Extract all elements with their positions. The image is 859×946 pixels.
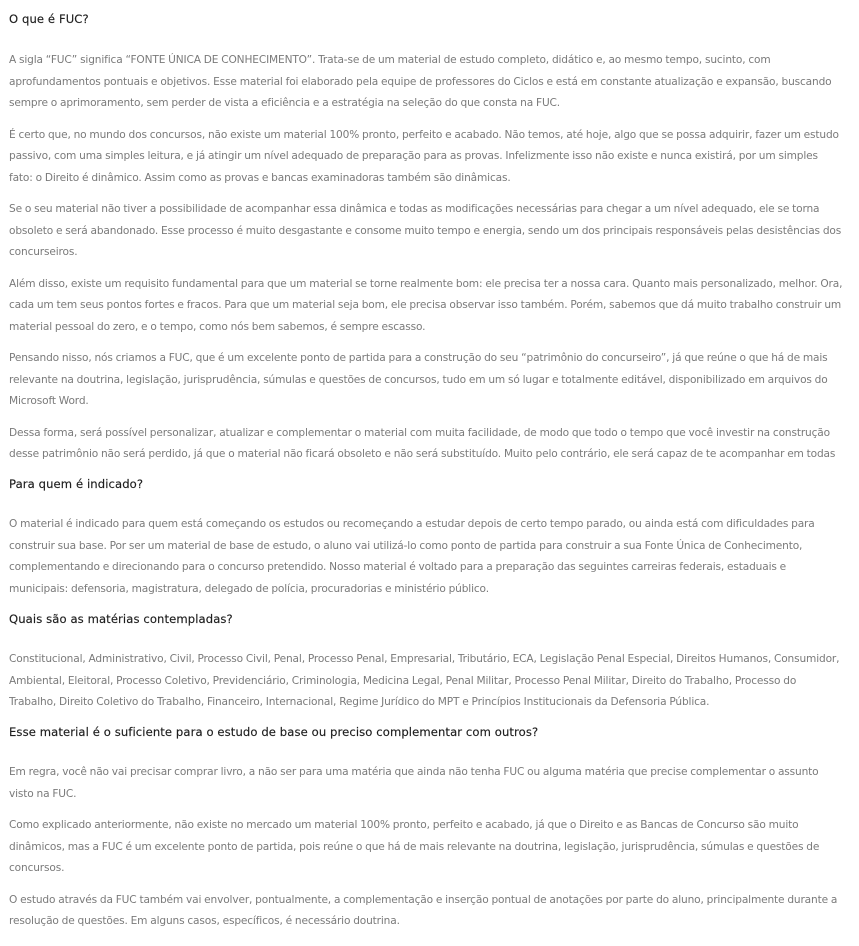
faq-paragraph: O estudo através da FUC também vai envolver, pontualmente, a complementação e inserção pontual de anotações por parte do aluno, principalmente durante a resolução de questões. Em alguns casos, específicos, é necessário doutrina. (9, 893, 838, 927)
faq-paragraph: O material é indicado para quem está começando os estudos ou recomeçando a estudar depois de certo tempo parado, ou ainda está com dificuldades para construir sua base. Por ser um material de base de estudo, o aluno vai utilizá-lo como ponto de partida para construir a sua Fonte Única de Conhecimento, complementando e direcionando para o concurso pretendido. Nosso material é voltado para a preparação das seguintes carreiras federais, estaduais e municipais: defensoria, magistratura, delegado de polícia, procuradorias e ministério público. (9, 518, 815, 595)
faq-paragraph: A sigla “FUC” significa “FONTE ÚNICA DE CONHECIMENTO”. Trata-se de um material de estudo completo, didático e, ao mesmo tempo, sucinto, com aprofundamentos pontuais e objetivos. Esse material foi elaborado pela equipe de professores do Ciclos e está em constante atualização e expansão, buscando sempre o aprimoramento, sem perder de vista a eficiência e a estratégia na seleção do que consta na FUC. (9, 54, 832, 109)
faq-answer-what-is-fuc[interactable] (9, 50, 844, 465)
faq-answer-who-is-it-for (9, 514, 844, 600)
faq-paragraph: Em regra, você não vai precisar comprar livro, a não ser para uma matéria que ainda não tenha FUC ou alguma matéria que precise complementar o assunto visto na FUC. (9, 766, 819, 800)
faq-paragraph: Se o seu material não tiver a possibilidade de acompanhar essa dinâmica e todas as modificações necessárias para chegar a um nível adequado, ele se torna obsoleto e será abandonado. Esse processo é muito desgastante e consome muito tempo e energia, sendo um dos principais responsáveis pelas desistências dos concurseiros. (9, 203, 842, 258)
faq-answer-is-it-sufficient (9, 762, 844, 933)
faq-paragraph: Constitucional, Administrativo, Civil, Processo Civil, Penal, Processo Penal, Empresarial, Tributário, ECA, Legislação Penal Especial, Direitos Humanos, Consumidor, Ambiental, Eleitoral, Processo Coletivo, Previdenciário, Criminologia, Medicina Legal, Penal Militar, Processo Penal Militar, Direito do Trabalho, Processo do Trabalho, Direito Coletivo do Trabalho, Financeiro, Internacional, Regime Jurídico do MPT e Princípios Institucionais da Defensoria Pública. (9, 653, 840, 708)
faq-answer-subjects (9, 649, 844, 714)
faq-paragraph: Dessa forma, será possível personalizar, atualizar e complementar o material com muita facilidade, de modo que todo o tempo que você investir na construção desse patrimônio não será perdido, já que o material não ficará obsoleto e não será substituído. Muito pelo contrário, ele será capaz de te acompanhar em todas (9, 426, 836, 460)
faq-question-who-is-it-for: Para quem é indicado? (9, 477, 144, 491)
faq-question-what-is-fuc: O que é FUC? (9, 12, 89, 26)
faq-paragraph: Pensando nisso, nós criamos a FUC, que é um excelente ponto de partida para a construção do seu “patrimônio do concurseiro”, já que reúne o que há de mais relevante na doutrina, legislação, jurisprudência, súmulas e questões de concursos, tudo em um só lugar e totalmente editável, disponibilizado em arquivos do Microsoft Word. (9, 352, 828, 407)
faq-paragraph: É certo que, no mundo dos concursos, não existe um material 100% pronto, perfeito e acabado. Não temos, até hoje, algo que se possa adquirir, fazer um estudo passivo, com uma simples leitura, e já atingir um nível adequado de preparação para as provas. Infelizmente isso não existe e nunca existirá, por um simples fato: o Direito é dinâmico. Assim como as provas e bancas examinadoras também são dinâmicas. (9, 128, 839, 184)
faq-question-subjects: Quais são as matérias contempladas? (9, 612, 233, 626)
faq-paragraph: Como explicado anteriormente, não existe no mercado um material 100% pronto, perfeito e acabado, já que o Direito e as Bancas de Concurso são muito dinâmicos, mas a FUC é um excelente ponto de partida, pois reúne o que há de mais relevante na doutrina, legislação, jurisprudência, súmulas e questões de concursos. (9, 819, 820, 874)
faq-paragraph: Além disso, existe um requisito fundamental para que um material se torne realmente bom: ele precisa ter a nossa cara. Quanto mais personalizado, melhor. Ora, cada um tem seus pontos fortes e fracos. Para que um material seja bom, ele precisa observar isso também. Porém, sabemos que dá muito trabalho construir um material pessoal do zero, e o tempo, como nós bem sabemos, é sempre escasso. (9, 277, 843, 333)
faq-question-is-it-sufficient: Esse material é o suficiente para o estudo de base ou preciso complementar com outros? (9, 725, 539, 739)
